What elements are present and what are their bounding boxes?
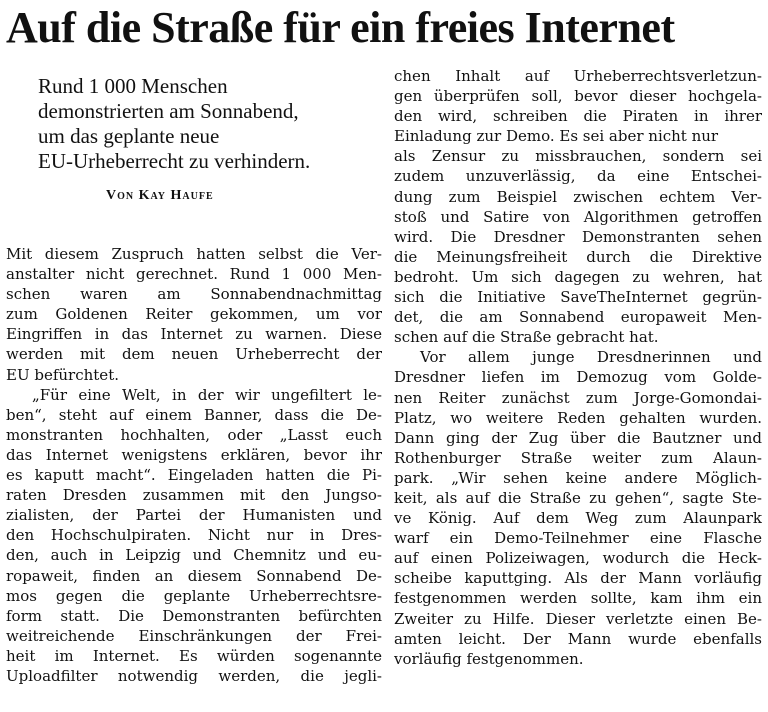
text-line: wird. Die Dresdner Demonstranten sehen bbox=[394, 227, 762, 246]
text-line: Uploadfilter notwendig werden, die jegli- bbox=[6, 666, 382, 685]
text-line: form statt. Die Demonstranten befürchten bbox=[6, 606, 382, 625]
text-line: stoß und Satire von Algorithmen getroffen bbox=[394, 207, 762, 226]
text-line: EU befürchtet. bbox=[6, 365, 119, 384]
text-line: Dann ging der Zug über die Bautzner und bbox=[394, 428, 762, 447]
text-line: festgenommen werden sollte, kam ihm ein bbox=[394, 589, 762, 608]
text-line: amten leicht. Der Mann wurde ebenfalls bbox=[394, 629, 762, 648]
text-line: park. „Wir sehen keine andere Möglich- bbox=[394, 468, 762, 487]
text-line: dung zum Beispiel zwischen echtem Ver- bbox=[394, 187, 762, 206]
teaser-line: EU-Urheberrecht zu verhindern. bbox=[38, 149, 311, 173]
teaser bbox=[38, 74, 382, 174]
text-line: nen Reiter zunächst zum Jorge-Gomondai- bbox=[394, 388, 762, 407]
text-line: bedroht. Um sich dagegen zu wehren, hat bbox=[394, 267, 762, 286]
text-line: Rothenburger Straße weiter zum Alaun- bbox=[394, 448, 762, 467]
teaser-line: demonstrierten am Sonnabend, bbox=[38, 99, 299, 123]
text-line: Platz, wo weitere Reden gehalten wurden. bbox=[394, 408, 762, 427]
text-line: ropaweit, finden an diesem Sonnabend De- bbox=[6, 566, 382, 585]
text-line: als Zensur zu missbrauchen, sondern sei bbox=[394, 147, 762, 166]
article-body-right bbox=[394, 66, 762, 669]
text-line: warf ein Demo-Teilnehmer eine Flasche bbox=[394, 529, 762, 548]
text-line: sich die Initiative SaveTheInternet gegrün- bbox=[394, 288, 762, 307]
text-line: det, die am Sonnabend europaweit Men- bbox=[394, 308, 762, 327]
article-body-left bbox=[6, 244, 382, 686]
text-line: heit im Internet. Es würden sogenannte bbox=[6, 646, 382, 665]
article-column-left bbox=[6, 66, 382, 710]
text-line: werden mit dem neuen Urheberrecht der bbox=[6, 345, 382, 364]
text-line: chen Inhalt auf Urheberrechtsverletzun- bbox=[394, 67, 762, 85]
text-line: Eingriffen in das Internet zu warnen. Diese bbox=[6, 325, 382, 344]
headline: Auf die Straße für ein freies Internet bbox=[6, 4, 675, 52]
text-line: ben“, steht auf einem Banner, dass die De- bbox=[6, 405, 382, 424]
text-line: das Internet wenigstens erklären, bevor ihr bbox=[6, 445, 382, 464]
text-line: Mit diesem Zuspruch hatten selbst die Ver- bbox=[6, 245, 382, 263]
text-line: scheibe kaputtging. Als der Mann vorläufig bbox=[394, 569, 762, 588]
text-line: schen auf die Straße gebracht hat. bbox=[394, 328, 659, 347]
text-line: raten Dresden zusammen mit den Jungso- bbox=[6, 486, 382, 505]
text-line: anstalter nicht gerechnet. Rund 1 000 Men- bbox=[6, 265, 382, 284]
text-line: zum Goldenen Reiter gekommen, um vor bbox=[6, 305, 382, 324]
text-line: Zweiter zu Hilfe. Dieser verletzte einen Be- bbox=[394, 609, 762, 628]
text-line: es kaputt macht“. Eingeladen hatten die Pi- bbox=[6, 466, 382, 485]
text-line: gen überprüfen soll, bevor dieser hochgela- bbox=[394, 87, 762, 106]
text-line: schen waren am Sonnabendnachmittag bbox=[6, 285, 382, 304]
text-line: die Meinungsfreiheit durch die Direktive bbox=[394, 247, 762, 266]
text-line: Dresdner liefen im Demozug vom Golde- bbox=[394, 368, 762, 387]
text-line: Vor allem junge Dresdnerinnen und bbox=[420, 348, 762, 367]
byline: Von Kay Haufe bbox=[106, 188, 214, 203]
text-line: monstranten hochhalten, oder „Lasst euch bbox=[6, 425, 382, 444]
text-line: weitreichende Einschränkungen der Frei- bbox=[6, 626, 382, 645]
text-line: zialisten, der Partei der Humanisten und bbox=[6, 506, 382, 525]
article-column-right bbox=[394, 66, 762, 710]
text-line: zudem unzuverlässig, da eine Entschei- bbox=[394, 167, 762, 186]
teaser-line: um das geplante neue bbox=[38, 124, 220, 148]
text-line: auf einen Polizeiwagen, wodurch die Heck- bbox=[394, 549, 762, 568]
text-line: den wird, schreiben die Piraten in ihrer bbox=[394, 107, 762, 126]
text-line: den, auch in Leipzig und Chemnitz und eu- bbox=[6, 546, 382, 565]
text-line: vorläufig festgenommen. bbox=[394, 649, 584, 668]
text-line: mos gegen die geplante Urheberrechtsre- bbox=[6, 586, 382, 605]
text-line: ve König. Auf dem Weg zum Alaunpark bbox=[394, 509, 762, 528]
teaser-line: Rund 1 000 Menschen bbox=[38, 74, 228, 98]
text-line: den Hochschulpiraten. Nicht nur in Dres- bbox=[6, 526, 382, 545]
text-line: Einladung zur Demo. Es sei aber nicht nur bbox=[394, 127, 719, 146]
text-line: keit, als auf die Straße zu gehen“, sagte Ste- bbox=[394, 488, 762, 507]
text-line: „Für eine Welt, in der wir ungefiltert le- bbox=[32, 385, 382, 404]
